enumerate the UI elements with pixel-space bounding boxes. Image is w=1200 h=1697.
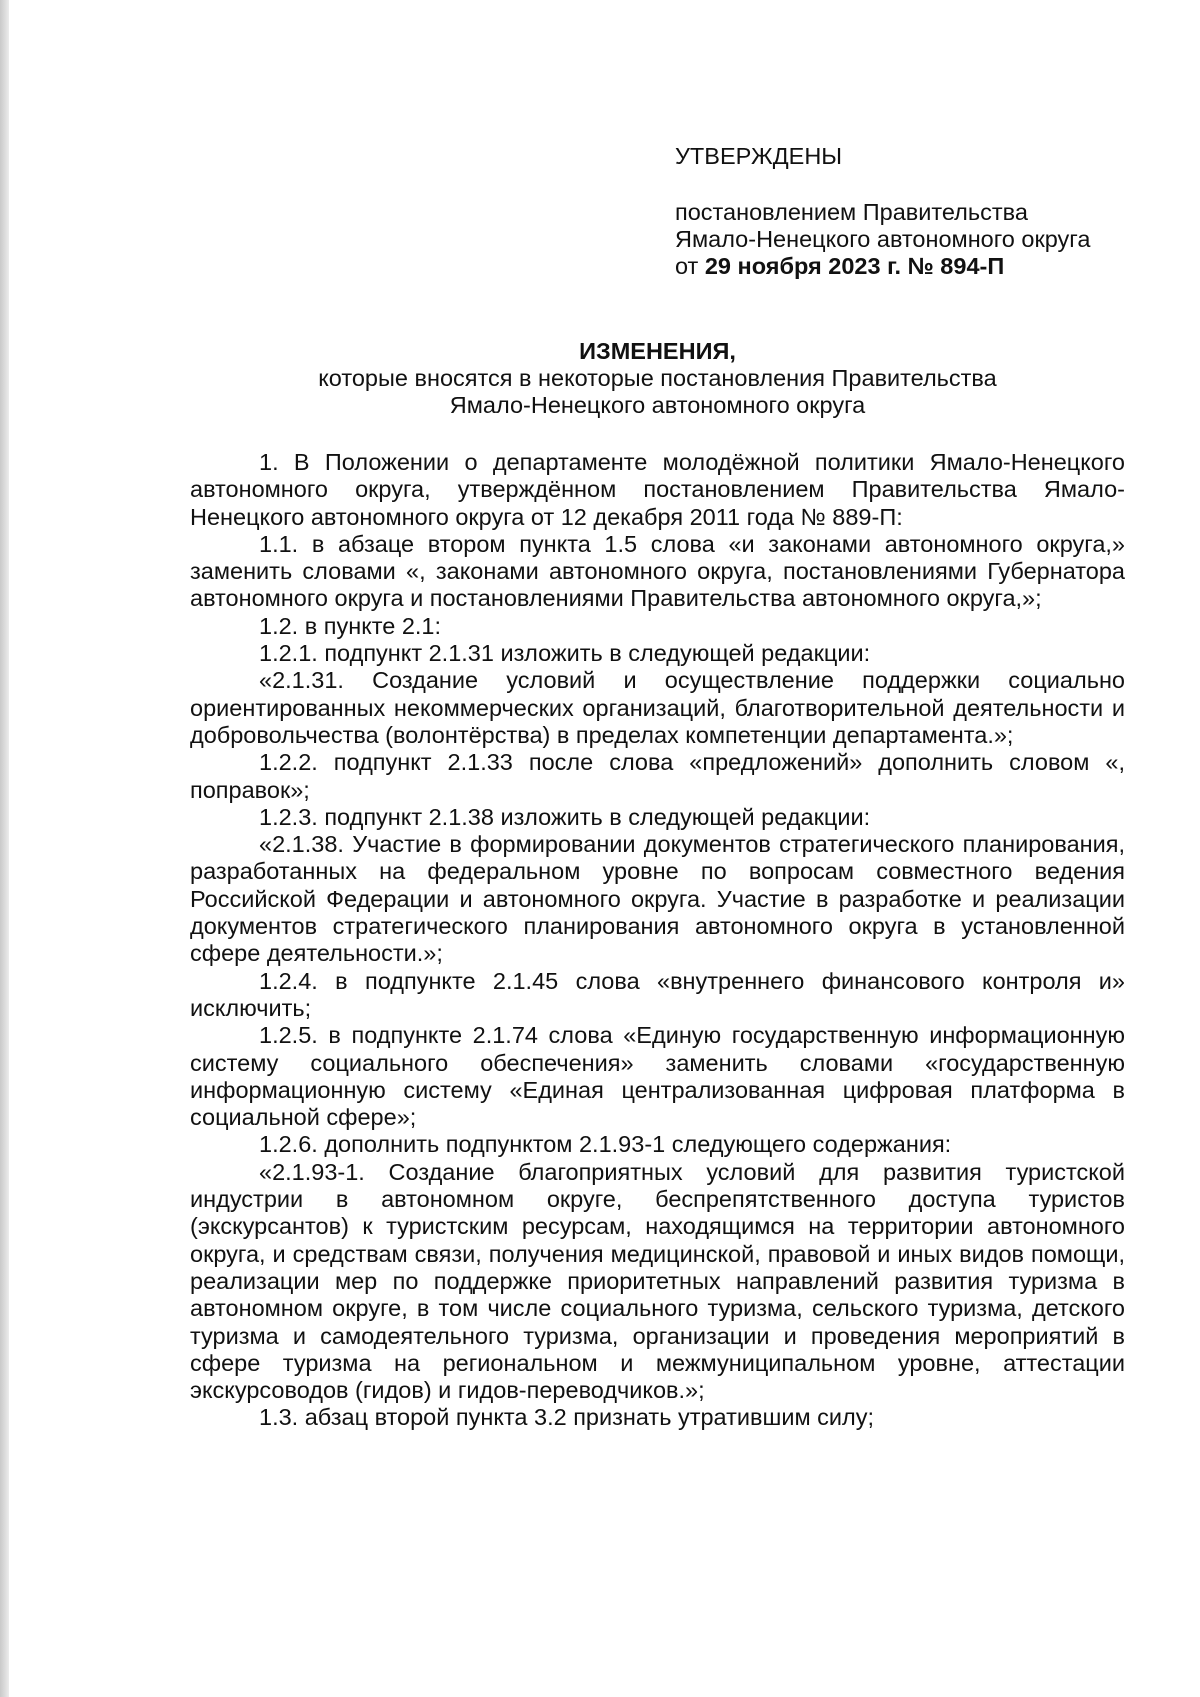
heading-title: ИЗМЕНЕНИЯ, bbox=[579, 338, 736, 364]
paragraph: 1.2.5. в подпункте 2.1.74 слова «Единую государственную информационную систему социального обеспечения» заменить словами «государственную информационную систему «Единая централизованная цифровая платформа в социальной сфере»; bbox=[190, 1022, 1125, 1131]
heading-subtitle: Ямало-Ненецкого автономного округа bbox=[449, 392, 866, 418]
paragraph: «2.1.31. Создание условий и осуществление поддержки социально ориентированных некоммерческих организаций, благотворительной деятельности и добровольчества (волонтёрства) в пределах компетенции департамента.»; bbox=[190, 667, 1125, 748]
paragraph: 1.1. в абзаце втором пункта 1.5 слова «и законами автономного округа,» заменить словами «, законами автономного округа, постановлениями Губернатора автономного округа и постановлениями Правительства автономного округа,»; bbox=[190, 530, 1125, 612]
approval-date-line bbox=[675, 253, 1090, 280]
paragraph: 1.2.3. подпункт 2.1.38 изложить в следующей редакции: bbox=[259, 803, 871, 830]
paragraph: 1.2.1. подпункт 2.1.31 изложить в следующей редакции: bbox=[259, 640, 871, 667]
heading-subtitle: которые вносятся в некоторые постановления Правительства bbox=[318, 365, 997, 391]
paragraph: 1.2.4. в подпункте 2.1.45 слова «внутреннего финансового контроля и» исключить; bbox=[190, 967, 1125, 1021]
approval-line: постановлением Правительства bbox=[675, 199, 1028, 225]
document-body bbox=[190, 449, 1125, 1432]
paragraph: «2.1.93-1. Создание благоприятных условий для развития туристской индустрии в автономном округе, беспрепятственного доступа туристов (экскурсантов) к туристским ресурсам, находящимся на территории автономного округа, и средствам связи, получения медицинской, правовой и иных видов помощи, реализации мер по поддержке приоритетных направлений развития туризма в автономном округе, в том числе социального туризма, сельского туризма, детского туризма и самодеятельного туризма, организации и проведения мероприятий в сфере туризма на региональном и межмуниципальном уровне, аттестации экскурсоводов (гидов) и гидов-переводчиков.»; bbox=[190, 1158, 1125, 1404]
paragraph: 1.2. в пункте 2.1: bbox=[259, 612, 442, 639]
paragraph: «2.1.38. Участие в формировании документов стратегического планирования, разработанных на федеральном уровне по вопросам совместного ведения Российской Федерации и автономного округа. Участие в разработке и реализации документов стратегического планирования автономного округа в установленной сфере деятельности.»; bbox=[190, 831, 1125, 967]
approval-date-prefix: от bbox=[675, 253, 705, 279]
document-heading bbox=[190, 338, 1125, 419]
approval-block bbox=[675, 143, 1090, 280]
paragraph: 1.2.6. дополнить подпунктом 2.1.93-1 следующего содержания: bbox=[259, 1131, 952, 1158]
paragraph: 1. В Положении о департаменте молодёжной политики Ямало-Ненецкого автономного округа, утверждённом постановлением Правительства Ямало-Ненецкого автономного округа от 12 декабря 2011 года № 889-П: bbox=[190, 449, 1125, 530]
paragraph: 1.3. абзац второй пункта 3.2 признать утратившим силу; bbox=[259, 1404, 875, 1431]
approval-date: 29 ноября 2023 г. № 894-П bbox=[704, 253, 1005, 279]
approval-line: Ямало-Ненецкого автономного округа bbox=[675, 226, 1091, 252]
paragraph: 1.2.2. подпункт 2.1.33 после слова «предложений» дополнить словом «, поправок»; bbox=[190, 749, 1125, 803]
approval-title: УТВЕРЖДЕНЫ bbox=[675, 143, 843, 169]
page-edge bbox=[0, 0, 9, 1697]
